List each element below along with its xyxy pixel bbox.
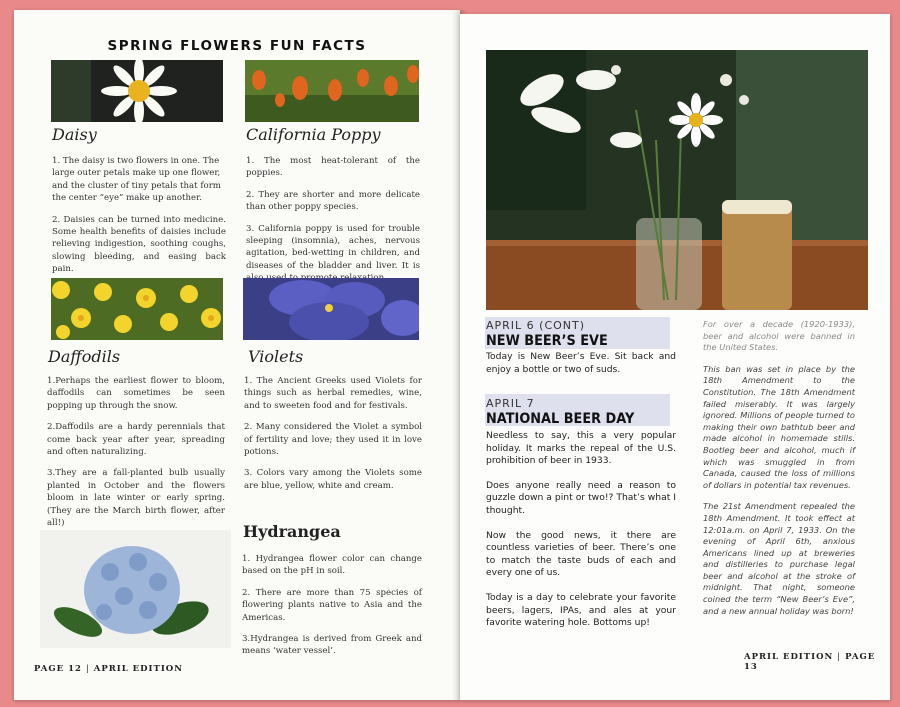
national-beer-day-text (486, 430, 676, 642)
hydrangea-heading: Hydrangea (243, 522, 341, 541)
right-page (460, 14, 890, 700)
hydrangea-fact-1: 1. Hydrangea flower color can change based on the pH in soil. (242, 554, 422, 577)
poppy-fact-1: 1. The most heat-tolerant of the poppies. (246, 156, 420, 179)
new-beers-eve-heading: NEW BEER’S EVE (486, 333, 608, 349)
flowers-beer-photo (486, 50, 868, 310)
sidebar-paragraph-1: This ban was set in place by the 18th Amendment to the Constitution. The 18th Amendment failed miserably. It was largely ignored. Millions of people turned to making their own bathtub beer and made alcohol in homemade stills. Bootleg beer and alcohol, much if which was smuggled in from Canada, caused the loss of millions of dollars in potential tax revenues. (703, 363, 855, 490)
daisy-image (51, 60, 223, 122)
national-beer-day-heading: NATIONAL BEER DAY (486, 411, 635, 427)
left-edition-label: APRIL EDITION (93, 664, 183, 674)
poppy-fact-2: 2. They are shorter and more delicate than other poppy species. (246, 189, 420, 213)
left-page (14, 10, 460, 700)
right-page-number: PAGE 13 (744, 652, 876, 672)
daffodils-facts (47, 375, 225, 538)
beer-day-paragraph-3: Now the good news, it there are countless varieties of beer. There’s one to match the taste buds of each and every one of us. (486, 529, 676, 579)
hydrangea-fact-2: 2. There are more than 75 species of flowering plants native to Asia and the Americas. (242, 587, 422, 623)
april-6-kicker: APRIL 6 (CONT) (486, 319, 586, 332)
april-7-kicker: APRIL 7 (486, 397, 535, 410)
daisy-facts (52, 155, 226, 285)
daisy-fact-1: 1. The daisy is two flowers in one. The large outer petals make up one flower, and the cluster of tiny petals that form the center “eye” make up another. (52, 156, 221, 204)
right-footer-separator: | (837, 652, 842, 662)
poppy-image (245, 60, 419, 122)
daffodils-fact-1: 1.Perhaps the earliest flower to bloom, daffodils can sometimes be seen popping up through the snow. (47, 376, 225, 411)
beer-day-paragraph-2: Does anyone really need a reason to guzzle down a pint or two!? That’s what I thought. (486, 479, 676, 516)
right-edition-label: APRIL EDITION (744, 652, 834, 662)
violets-heading: Violets (248, 347, 304, 366)
sidebar-paragraph-2: The 21st Amendment repealed the 18th Amendment. It took effect at 12:01a.m. on April 7, 1933. On the evening of April 6th, anxious Americans lined up at breweries and distilleries to purchase legal beer and alcohol at the stroke of midnight. That night, someone coined the term “New Beer’s Eve”, and a new annual holiday was born! (703, 501, 855, 616)
poppy-fact-3: 3. California poppy is used for trouble sleeping (insomnia), aches, nervous agitation, bed-wetting in children, and diseases of the bladder and liver. It is (246, 223, 420, 271)
right-footer (744, 652, 890, 672)
page-title: SPRING FLOWERS FUN FACTS (107, 38, 367, 54)
prohibition-sidebar (703, 319, 855, 627)
poppy-facts (246, 155, 420, 294)
new-beers-eve-paragraph: Today is New Beer’s Eve. Sit back and enjoy a bottle or two of suds. (486, 351, 676, 375)
left-footer-separator: | (85, 664, 90, 674)
hydrangea-fact-3: 3.Hydrangea is derived from Greek and means ‘water vessel’. (242, 634, 422, 657)
left-footer (34, 664, 183, 674)
daisy-heading: Daisy (52, 125, 97, 144)
violets-facts (244, 375, 422, 501)
violets-fact-1: 1. The Ancient Greeks used Violets for things such as herbal remedies, wine, and to sweeten food and for festivals. (244, 376, 422, 411)
daffodils-heading: Daffodils (48, 347, 121, 366)
hydrangea-image (40, 530, 231, 648)
violets-fact-2: 2. Many considered the Violet a symbol of fertility and love; they used it in love potions. (244, 422, 422, 458)
daisy-fact-2: 2. Daisies can be turned into medicine. Some health benefits of daisies include relieving indigestion, soothing coughs, slowing bleeding, and easing back pain. (52, 214, 226, 275)
violet-image (243, 278, 419, 340)
hydrangea-facts (242, 553, 422, 667)
sidebar-intro: For over a decade (1920-1933), beer and alcohol were banned in the United States. (703, 319, 855, 353)
left-page-number: PAGE 12 (34, 664, 82, 674)
daffodils-fact-2: 2.Daffodils are a hardy perennials that come back year after year, spreading and often naturalizing. (47, 422, 225, 458)
beer-day-paragraph-4: Today is a day to celebrate your favorite beers, lagers, IPAs, and ales at your favorite watering hole. Bottoms up! (486, 591, 676, 629)
beer-day-paragraph-1: Needless to say, this a very popular holiday. It marks the repeal of the U.S. prohibition of beer in 1933. (486, 430, 676, 467)
poppy-heading: California Poppy (246, 125, 381, 144)
new-beers-eve-text (486, 351, 676, 388)
violets-fact-3: 3. Colors vary among the Violets some are blue, yellow, white and cream. (244, 468, 422, 491)
daffodils-fact-3: 3.They are a fall-planted bulb usually planted in October and the flowers bloom in late winter or early spring. (They are the March birth flower, after all!) (47, 468, 225, 529)
daffodil-image (51, 278, 223, 340)
